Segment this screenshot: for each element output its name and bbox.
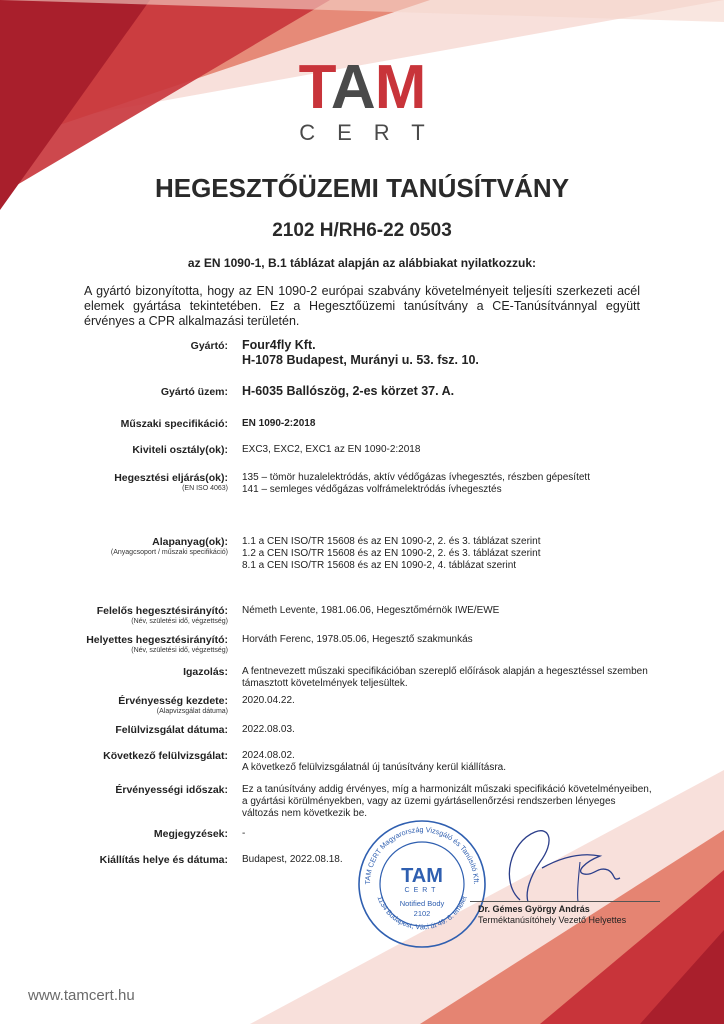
remarks-value: -	[242, 828, 246, 839]
field-sublabel: (Név, születési idő, végzettség)	[131, 647, 228, 654]
manufacturer-name: Four4fly Kft.	[242, 338, 316, 352]
signature-line	[470, 901, 660, 902]
field-sublabel: (Anyagcsoport / műszaki specifikáció)	[110, 549, 228, 556]
execution-class-value: EXC3, EXC2, EXC1 az EN 1090-2:2018	[242, 444, 421, 455]
certificate-number: 2102 H/RH6-22 0503	[272, 220, 452, 241]
signatory-role: Terméktanúsítóhely Vezető Helyettes	[478, 915, 627, 925]
logo-subtitle: CERT	[299, 120, 447, 145]
field-label: Gyártó:	[190, 340, 228, 352]
stamp-notified-body: Notified Body	[399, 899, 445, 908]
logo-letter-m: M	[374, 53, 426, 122]
field-label: Helyettes hegesztésirányító:	[86, 634, 228, 646]
spec-value: EN 1090-2:2018	[242, 418, 316, 429]
valid-from-value: 2020.04.22.	[242, 695, 295, 706]
deputy-value: Horváth Ferenc, 1978.05.06, Hegesztő szakmunkás	[242, 634, 473, 645]
field-label: Érvényesség kezdete:	[118, 695, 228, 707]
coordinator-value: Németh Levente, 1981.06.06, Hegesztőmérnök IWE/EWE	[242, 605, 500, 616]
company-logo	[0, 53, 724, 146]
field-sublabel: (Név, születési idő, végzettség)	[131, 618, 228, 625]
field-label: Következő felülvizsgálat:	[103, 750, 228, 762]
field-label: Felülvizsgálat dátuma:	[115, 724, 228, 736]
logo-letter-t: T	[298, 53, 331, 122]
plant-address: H-6035 Ballószög, 2-es körzet 37. A.	[242, 384, 455, 398]
field-sublabel: (Alapvizsgálat dátuma)	[156, 708, 228, 715]
validity-value: Ez a tanúsítvány addig érvényes, míg a harmonizált műszaki specifikáció követelményeiben, a gyártási körülményekben, vagy az üzemi gyártásellenőrzési rendszerben lényeges változás nem következik be.	[242, 784, 652, 819]
logo-letter-a: A	[330, 53, 375, 122]
material-line: 1.1 a CEN ISO/TR 15608 és az EN 1090-2, 2. és 3. táblázat szerint	[242, 536, 541, 547]
stamp-ring-bottom-text: 1134 Budapest, Váci út 49. 6. emelet	[375, 894, 469, 932]
website-url[interactable]: www.tamcert.hu	[28, 987, 135, 1004]
declaration-line: az EN 1090-1, B.1 táblázat alapján az alábbiakat nyilatkozzuk:	[187, 256, 537, 270]
process-line: 141 – semleges védőgázas volfrámelektródás ívhegesztés	[242, 484, 502, 495]
material-line: 1.2 a CEN ISO/TR 15608 és az EN 1090-2, 2. és 3. táblázat szerint	[242, 548, 541, 559]
field-label: Igazolás:	[183, 666, 228, 678]
attestation-value: A fentnevezett műszaki specifikációban szereplő előírások alapján a hegesztéssel szemben támasztott követelmények teljesültek.	[242, 666, 648, 689]
next-review-date: 2024.08.02.	[242, 750, 295, 761]
manufacturer-address: H-1078 Budapest, Murányi u. 53. fsz. 10.	[242, 353, 479, 367]
official-stamp	[356, 818, 488, 950]
stamp-number: 2102	[413, 909, 431, 918]
process-line: 135 – tömör huzalelektródás, aktív védőgázas ívhegesztés, részben gépesített	[242, 472, 590, 483]
field-label: Gyártó üzem:	[160, 386, 228, 398]
field-label: Kiállítás helye és dátuma:	[99, 854, 228, 866]
field-label: Hegesztési eljárás(ok):	[114, 472, 228, 484]
field-label: Felelős hegesztésirányító:	[96, 605, 228, 617]
issue-value: Budapest, 2022.08.18.	[242, 854, 343, 865]
stamp-logo: TAM	[401, 865, 443, 887]
intro-paragraph: A gyártó bizonyította, hogy az EN 1090-2 európai szabvány követelményeit teljesíti szerkezeti acél elemek gyártása tekintetében. Ez a Hegesztőüzemi tanúsítvány a CE-Tanúsítvánnyal együtt érvényes a CPR alkalmazási területén.	[84, 284, 640, 328]
material-line: 8.1 a CEN ISO/TR 15608 és az EN 1090-2, 4. táblázat szerint	[242, 560, 517, 571]
field-label: Érvényességi időszak:	[115, 784, 228, 796]
signature-scribble	[480, 822, 640, 908]
document-title: HEGESZTŐÜZEMI TANÚSÍTVÁNY	[154, 173, 570, 203]
signatory-name: Dr. Gémes György András	[478, 904, 590, 914]
field-label: Kiviteli osztály(ok):	[132, 444, 228, 456]
field-label: Műszaki specifikáció:	[120, 418, 228, 430]
stamp-ring-top-text: TAM CERT Magyarország Vizsgáló és Tanúsító Kft.	[362, 824, 482, 885]
stamp-logo-sub: CERT	[404, 887, 440, 894]
field-label: Megjegyzések:	[153, 828, 228, 840]
field-sublabel: (EN ISO 4063)	[182, 485, 228, 492]
next-review-note: A következő felülvizsgálatnál új tanúsítvány kerül kiállításra.	[242, 762, 507, 773]
field-label: Alapanyag(ok):	[152, 536, 228, 548]
review-date-value: 2022.08.03.	[242, 724, 295, 735]
